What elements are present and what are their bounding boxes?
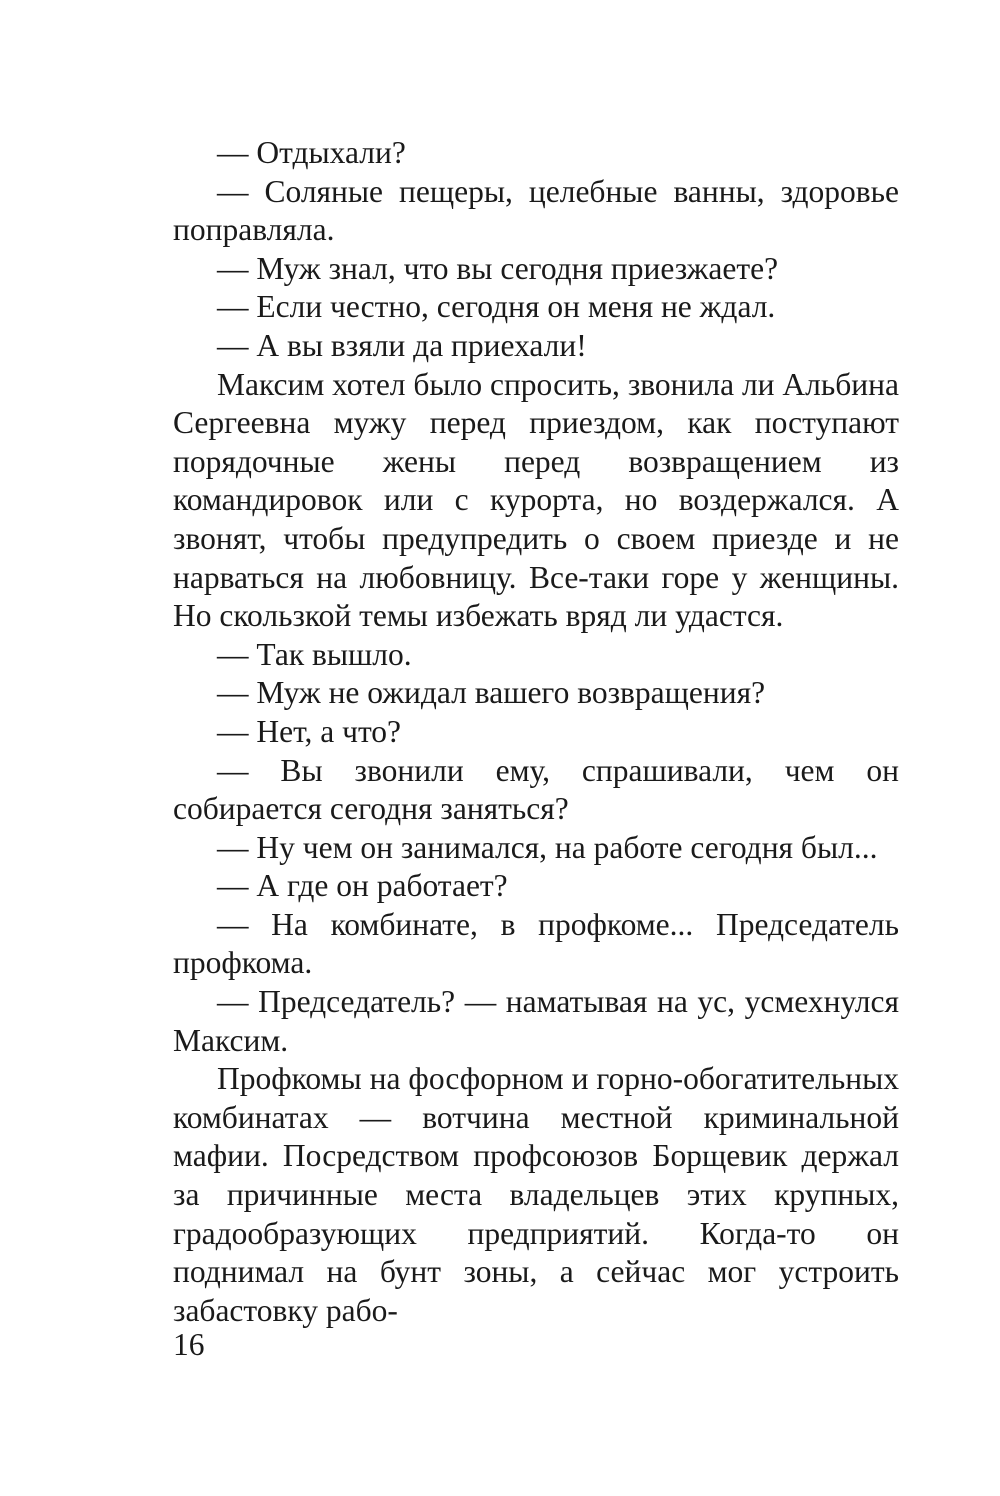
dialogue-line: — Так вышло. bbox=[217, 636, 412, 672]
dialogue-line: — Если честно, сегодня он меня не ждал. bbox=[217, 289, 776, 325]
dialogue-line: — Муж знал, что вы сегодня приезжаете? bbox=[217, 250, 779, 286]
narrative-paragraph: Максим хотел было спросить, звонила ли Альбина Сергеевна мужу перед приездом, как поступают порядочные жены перед возвращением из командировок или с курорта, но воздержался. А звонят, чтобы предупредить о своем приезде и не нарваться на любовницу. Все-таки горе у женщины. Но скользкой темы избежать вряд ли удастся. bbox=[173, 366, 899, 634]
dialogue-line: — На комбинате, в профкоме... Председатель профкома. bbox=[173, 906, 899, 981]
dialogue-line: — А вы взяли да приехали! bbox=[217, 327, 587, 363]
dialogue-line: — Нет, а что? bbox=[217, 713, 402, 749]
dialogue-line: — Соляные пещеры, целебные ванны, здоровье поправляла. bbox=[173, 173, 899, 248]
dialogue-line: — Муж не ожидал вашего возвращения? bbox=[217, 675, 766, 711]
dialogue-line: — Вы звонили ему, спрашивали, чем он собирается сегодня заняться? bbox=[173, 752, 899, 827]
dialogue-line: — Председатель? — наматывая на ус, усмехнулся Максим. bbox=[173, 984, 899, 1058]
dialogue-line: — Отдыхали? bbox=[217, 135, 406, 170]
dialogue-line: — Ну чем он занимался, на работе сегодня был... bbox=[217, 829, 878, 865]
page-number: 16 bbox=[173, 1327, 205, 1362]
narrative-paragraph: Профкомы на фосфорном и горно-обогатительных комбинатах — вотчина местной криминальной мафии. Посредством профсоюзов Борщевик держал за причинные места владельцев этих крупных, градообразующих предприятий. Когда-то он поднимал на бунт зоны, а сейчас мог устроить забастовку рабо- bbox=[173, 1061, 899, 1328]
dialogue-line: — А где он работает? bbox=[217, 868, 508, 904]
page-body-text bbox=[173, 134, 899, 1330]
